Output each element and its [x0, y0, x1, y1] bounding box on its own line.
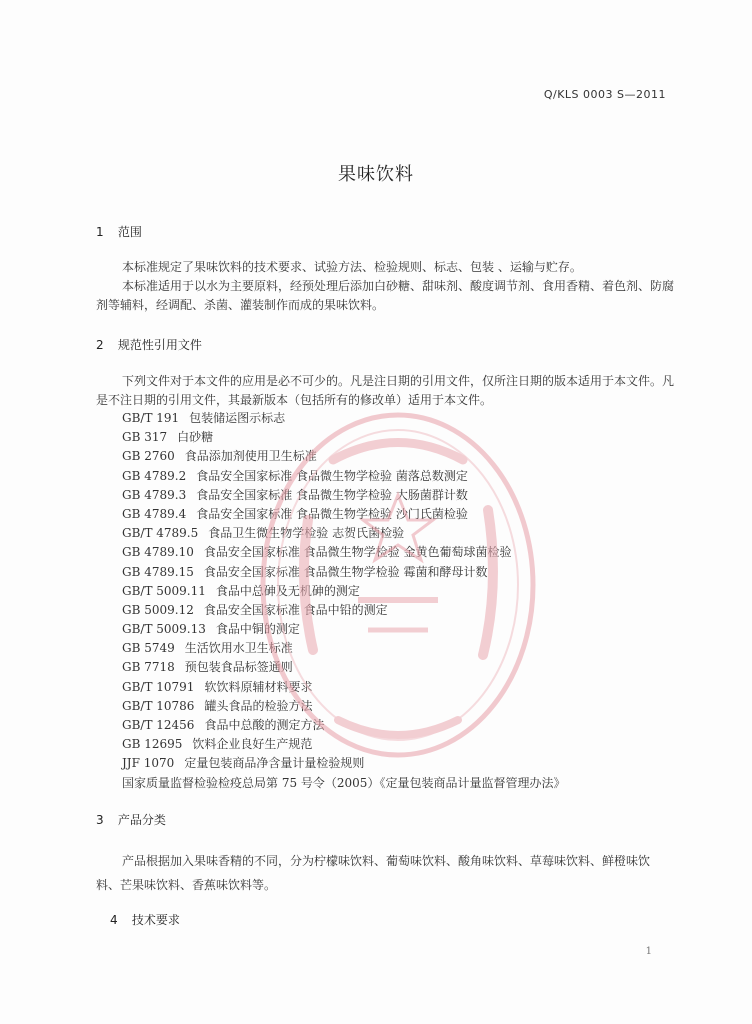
reference-item: GB/T 5009.13 食品中铜的测定	[122, 622, 300, 637]
document-title: 果味饮料	[338, 164, 414, 185]
reference-item: GB 317 白砂糖	[122, 430, 214, 445]
reference-item: GB/T 10791 软饮料原辅材料要求	[122, 679, 313, 694]
references-intro: 下列文件对于本文件的应用是必不可少的。凡是注日期的引用文件，仅所注日期的版本适用于本文件。凡是不注日期的引用文件，其最新版本（包括所有的修改单）适用于本文件。	[96, 374, 675, 407]
reference-item: JJF 1070 定量包装商品净含量计量检验规则	[122, 756, 365, 771]
section-title: 规范性引用文件	[117, 338, 202, 352]
section-1-heading	[96, 223, 142, 240]
reference-item: GB 4789.2 食品安全国家标准 食品微生物学检验 菌落总数测定	[122, 468, 468, 483]
section-title: 产品分类	[117, 813, 166, 827]
reference-item: GB 4789.10 食品安全国家标准 食品微生物学检验 金黄色葡萄球菌检验	[122, 545, 512, 560]
reference-item: GB 7718 预包装食品标签通则	[122, 660, 293, 675]
reference-list	[122, 409, 565, 793]
section-2-heading	[96, 336, 202, 353]
reference-item: GB 5749 生活饮用水卫生标准	[122, 641, 293, 656]
reference-item: GB 2760 食品添加剂使用卫生标准	[122, 449, 317, 464]
reference-item: GB/T 12456 食品中总酸的测定方法	[122, 718, 325, 732]
reference-item: GB/T 5009.11 食品中总砷及无机砷的测定	[122, 583, 360, 598]
section-4-heading	[110, 911, 180, 928]
section-number: 3	[96, 813, 104, 827]
reference-item: GB 5009.12 食品安全国家标准 食品中铅的测定	[122, 602, 388, 617]
reference-item: GB/T 4789.5 食品卫生微生物学检验 志贺氏菌检验	[122, 526, 405, 541]
scope-paragraph-1: 本标准规定了果味饮料的技术要求、试验方法、检验规则、标志、包装 、运输与贮存。	[122, 260, 582, 274]
classification-paragraph: 产品根据加入果味香精的不同，分为柠檬味饮料、葡萄味饮料、酸角味饮料、草莓味饮料、鲜橙味饮料、芒果味饮料、香蕉味饮料等。	[96, 854, 651, 892]
reference-item: GB 4789.3 食品安全国家标准 食品微生物学检验 大肠菌群计数	[122, 487, 468, 502]
section-title: 范围	[117, 225, 142, 239]
reference-item: GB 4789.4 食品安全国家标准 食品微生物学检验 沙门氏菌检验	[122, 506, 468, 521]
section-number: 4	[110, 913, 118, 927]
reference-item: 国家质量监督检验检疫总局第 75 号令（2005）《定量包装商品计量监督管理办法》	[122, 775, 566, 790]
reference-item: GB 12695 饮料企业良好生产规范	[122, 737, 313, 752]
scope-paragraph-2: 本标准适用于以水为主要原料，经预处理后添加白砂糖、甜味剂、酸度调节剂、食用香精、着色剂、防腐剂等辅料，经调配、杀菌、灌装制作而成的果味饮料。	[96, 279, 675, 312]
section-number: 2	[96, 338, 104, 352]
section-number: 1	[96, 225, 104, 239]
reference-item: GB 4789.15 食品安全国家标准 食品微生物学检验 霉菌和酵母计数	[122, 564, 488, 579]
page-number: 1	[645, 946, 652, 957]
document-code: Q/KLS 0003 S—2011	[543, 88, 666, 101]
reference-item: GB/T 10786 罐头食品的检验方法	[122, 698, 313, 713]
section-3-heading	[96, 811, 166, 828]
section-title: 技术要求	[131, 913, 180, 927]
reference-item: GB/T 191 包装储运图示标志	[122, 411, 286, 425]
